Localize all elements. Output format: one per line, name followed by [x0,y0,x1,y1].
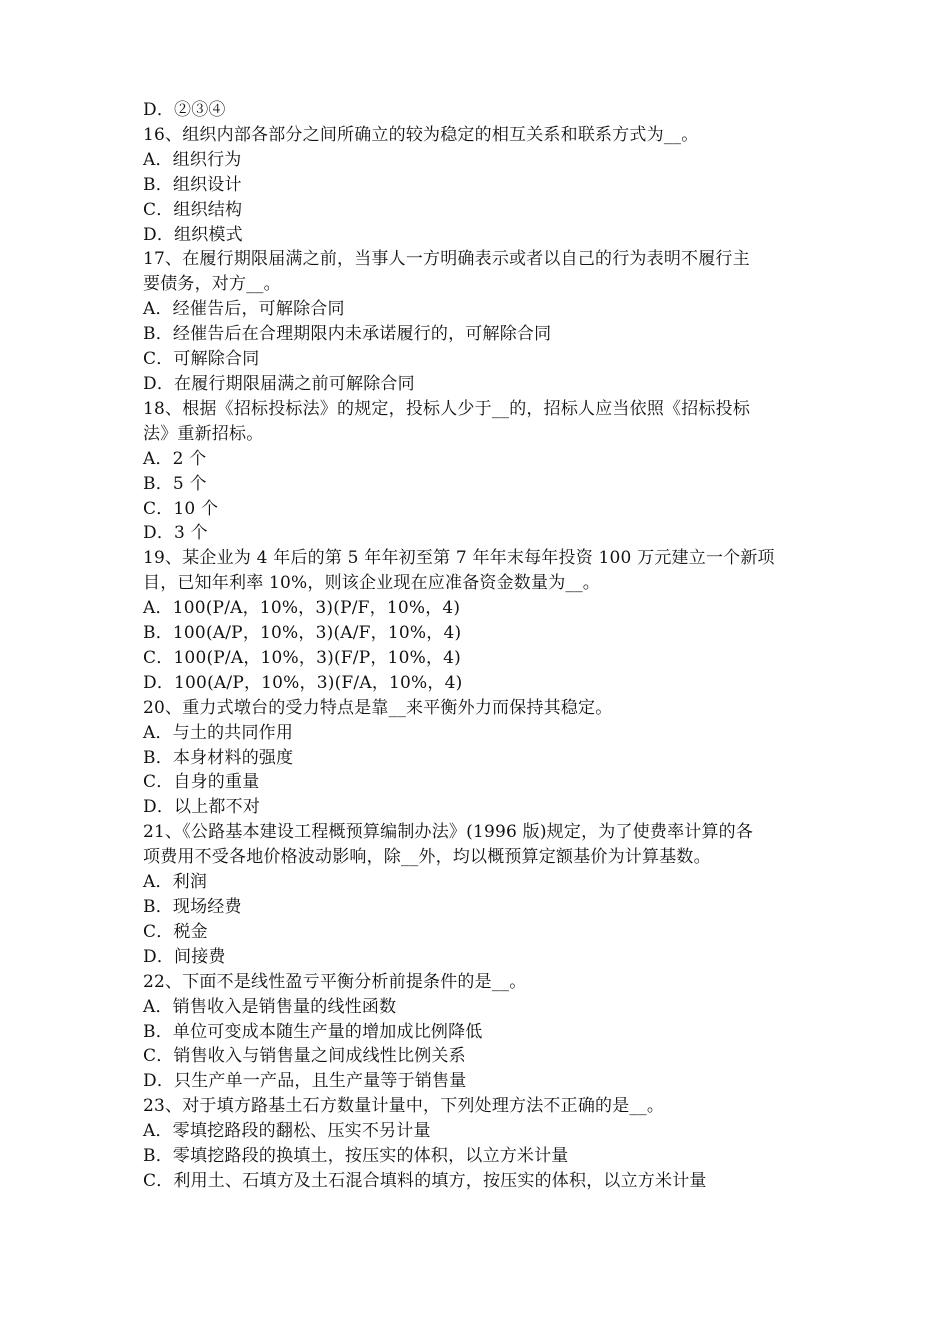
option-line: B．组织设计 [143,174,242,195]
option-line: A．利润 [143,872,208,893]
option-line: C．税金 [143,921,208,942]
question-18-text-cont: 法》重新招标。 [143,423,264,444]
option-line: D．组织模式 [143,224,243,245]
option-line: A．零填挖路段的翻松、压实不另计量 [143,1121,431,1142]
option-line: A．组织行为 [143,149,242,170]
option-line: D．②③④ [143,100,226,120]
option-line: D．以上都不对 [143,797,261,818]
option-line: B．现场经费 [143,897,242,917]
option-line: B．零填挖路段的换填土，按压实的体积，以立方米计量 [143,1146,569,1167]
option-line: A．经催告后，可解除合同 [143,299,345,320]
question-22-text: 22、下面不是线性盈亏平衡分析前提条件的是__。 [143,971,527,992]
option-line: C．销售收入与销售量之间成线性比例关系 [143,1046,466,1067]
option-line: B．本身材料的强度 [143,747,294,768]
option-line: A．与土的共同作用 [143,722,294,743]
question-18-text: 18、根据《招标投标法》的规定，投标人少于__的，招标人应当依照《招标投标 [143,398,751,419]
option-line: C．利用土、石填方及土石混合填料的填方，按压实的体积，以立方米计量 [143,1170,707,1191]
option-line: D．间接费 [143,946,226,967]
question-16-text: 16、组织内部各部分之间所确立的较为稳定的相互关系和联系方式为__。 [143,124,699,145]
question-17-text: 17、在履行期限届满之前，当事人一方明确表示或者以自己的行为表明不履行主 [143,249,750,270]
option-line: C．自身的重量 [143,772,260,793]
question-17-text-cont: 要债务，对方__。 [143,274,281,295]
option-line: C．组织结构 [143,199,243,220]
option-line: B．单位可变成本随生产量的增加成比例降低 [143,1021,483,1042]
question-20-text: 20、重力式墩台的受力特点是靠__来平衡外力而保持其稳定。 [143,697,613,718]
question-19-text: 19、某企业为 4 年后的第 5 年年初至第 7 年年末每年投资 100 万元建立一个新项 [143,548,775,569]
option-line: B．5 个 [143,473,207,494]
option-line: C．可解除合同 [143,349,260,370]
option-line: A．2 个 [143,448,207,469]
option-line: D．只生产单一产品，且生产量等于销售量 [143,1071,467,1092]
question-21-text-cont: 项费用不受各地价格波动影响，除__外，均以概预算定额基价为计算基数。 [143,847,711,868]
option-line: B．经催告后在合理期限内未承诺履行的，可解除合同 [143,324,552,345]
option-line: D．3 个 [143,523,208,544]
option-line: C．10 个 [143,498,219,519]
option-line: A．销售收入是销售量的线性函数 [143,996,397,1017]
question-23-text: 23、对于填方路基土石方数量计量中，下列处理方法不正确的是__。 [143,1096,665,1117]
option-line: B．100(A/P，10%，3)(A/F，10%，4) [143,623,462,644]
option-line: D．在履行期限届满之前可解除合同 [143,373,415,394]
option-line: D．100(A/P，10%，3)(F/A，10%，4) [143,672,463,693]
question-19-text-cont: 目，已知年利率 10%，则该企业现在应准备资金数量为__。 [143,573,600,594]
option-line: A．100(P/A，10%，3)(P/F，10%，4) [143,598,461,619]
question-21-text: 21、《公路基本建设工程概预算编制办法》(1996 版)规定，为了使费率计算的各 [143,822,754,843]
document-body [143,98,823,1194]
option-line: C．100(P/A，10%，3)(F/P，10%，4) [143,647,461,668]
